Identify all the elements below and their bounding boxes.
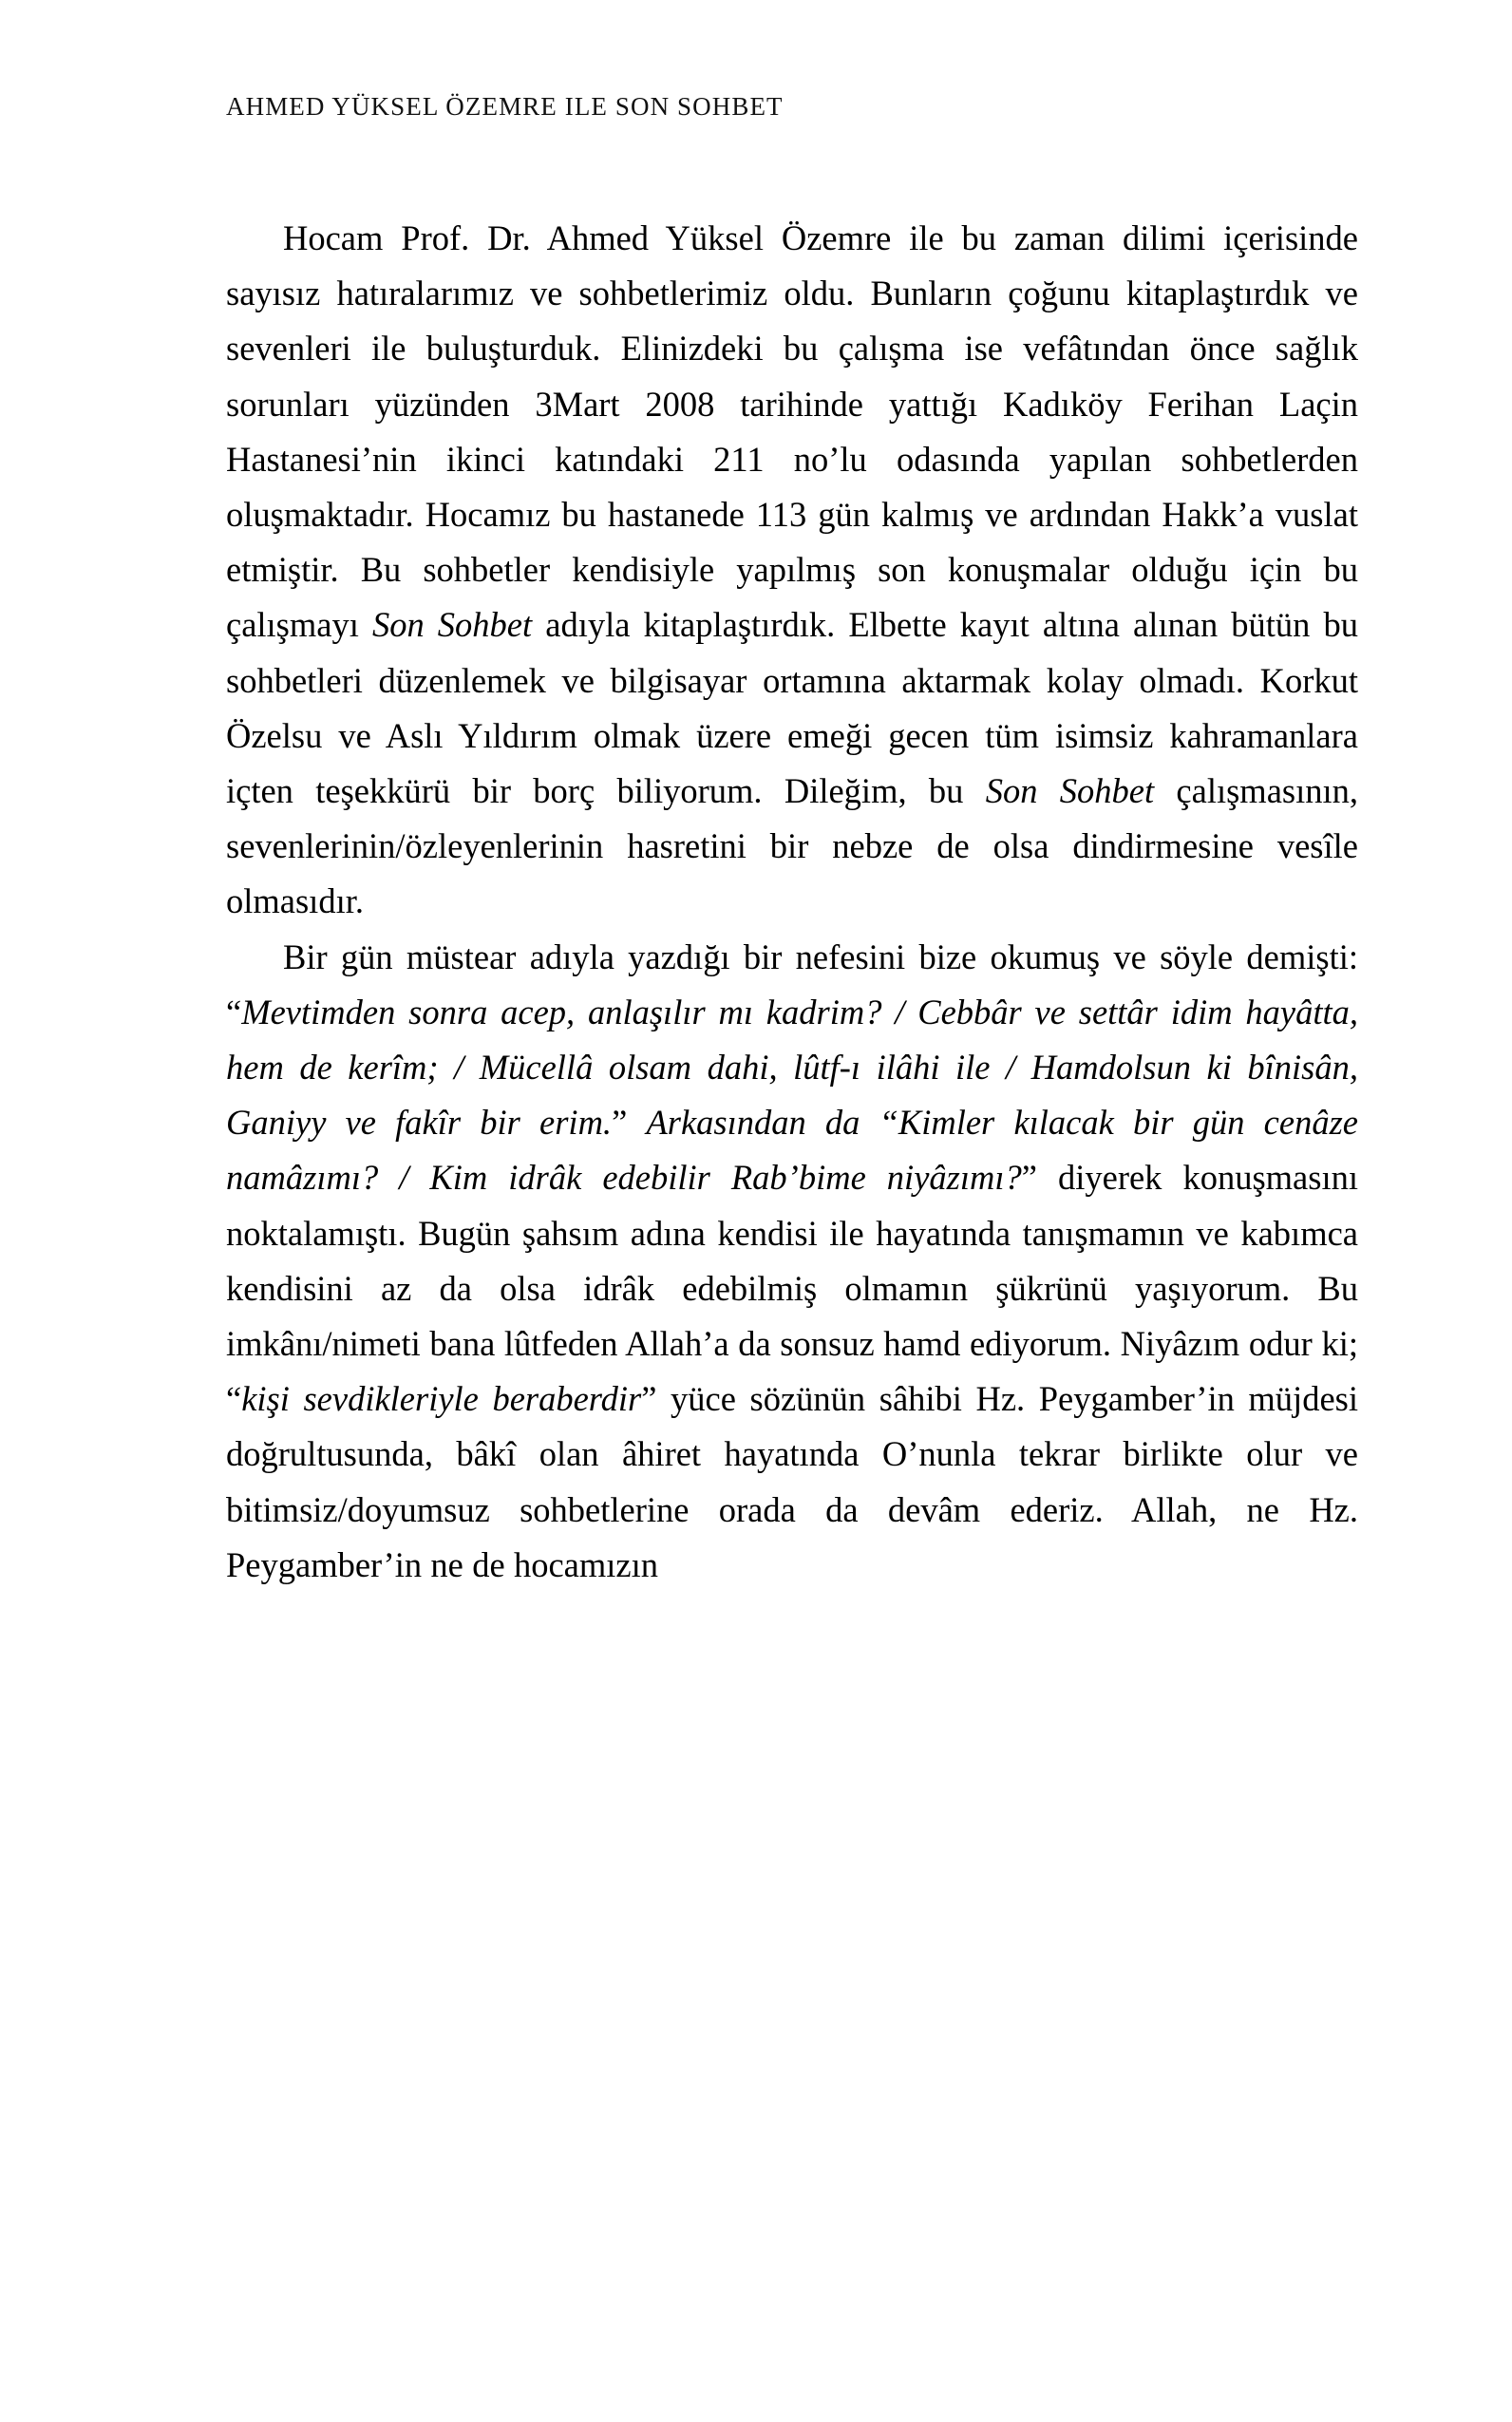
italic-run: Son Sohbet: [985, 771, 1155, 811]
italic-run: Son Sohbet: [371, 605, 533, 645]
italic-run: Mevtimden sonra acep, anlaşılır mı kadrim? / Cebbâr ve settâr idim hayâtta, hem de kerîm; / Mücellâ olsam dahi, lûtf-ı ilâhi ile / Hamdolsun ki bînisân, Ganiyy ve fakîr bir erim.: [226, 992, 1358, 1143]
running-head: AHMED YÜKSEL ÖZEMRE ILE SON SOHBET: [226, 92, 784, 121]
paragraph-2: Bir gün müstear adıyla yazdığı bir nefesini bize okumuş ve söyle demişti: “Mevtimden sonra acep, anlaşılır mı kadrim? / Cebbâr ve settâr idim hayâtta, hem de kerîm; / Mücellâ olsam dahi, lûtf-ı ilâhi ile / Hamdolsun ki bînisân, Ganiyy ve fakîr bir erim.” Arkasından da “Kimler kılacak bir gün cenâze namâzımı? / Kim idrâk edebilir Rab’bime niyâzımı?” diyerek konuşmasını noktalamıştı. Bugün şahsım adına kendisi ile hayatında tanışmamın ve kabımca kendisini az da olsa idrâk edebilmiş olmamın şükrünü yaşıyorum. Bu imkânı/nimeti bana lûtfeden Allah’a da sonsuz hamd ediyorum. Niyâzım odur ki; “kişi sevdikleriyle beraberdir” yüce sözünün sâhibi Hz. Peygamber’in müjdesi doğrultusunda, bâkî olan âhiret hayatında O’nunla tekrar birlikte olur ve bitimsiz/doyumsuz sohbetlerine orada da devâm ederiz. Allah, ne Hz. Peygamber’in ne de hocamızın: [226, 937, 1358, 1584]
italic-run: kişi sevdikleriyle beraberdir: [241, 1379, 642, 1419]
paragraph-1: Hocam Prof. Dr. Ahmed Yüksel Özemre ile bu zaman dilimi içerisinde sayısız hatıralarımız ve sohbetlerimiz oldu. Bunların çoğunu kitaplaştırdık ve sevenleri ile buluşturduk. Elinizdeki bu çalışma ise vefâtından önce sağlık sorunları yüzünden 3Mart 2008 tarihinde yattığı Kadıköy Ferihan Laçin Hastanesi’nin ikinci katındaki 211 no’lu odasında yapılan sohbetlerden oluşmaktadır. Hocamız bu hastanede 113 gün kalmış ve ardından Hakk’a vuslat etmiştir. Bu sohbetler kendisiyle yapılmış son konuşmalar olduğu için bu çalışmayı Son Sohbet adıyla kitaplaştırdık. Elbette kayıt altına alınan bütün bu sohbetleri düzenlemek ve bilgisayar ortamına aktarmak kolay olmadı. Korkut Özelsu ve Aslı Yıldırım olmak üzere emeği gecen tüm isimsiz kahramanlara içten teşekkürü bir borç biliyorum. Dileğim, bu Son Sohbet çalışmasının, sevenlerinin/özleyenlerinin hasretini bir nebze de olsa dindirmesine vesîle olmasıdır.: [226, 218, 1359, 921]
body-text-block: [226, 211, 1358, 1593]
italic-run: Arkasından da “Kimler kılacak bir gün cenâze namâzımı? / Kim idrâk edebilir Rab’bime niyâzımı?: [226, 1103, 1358, 1198]
